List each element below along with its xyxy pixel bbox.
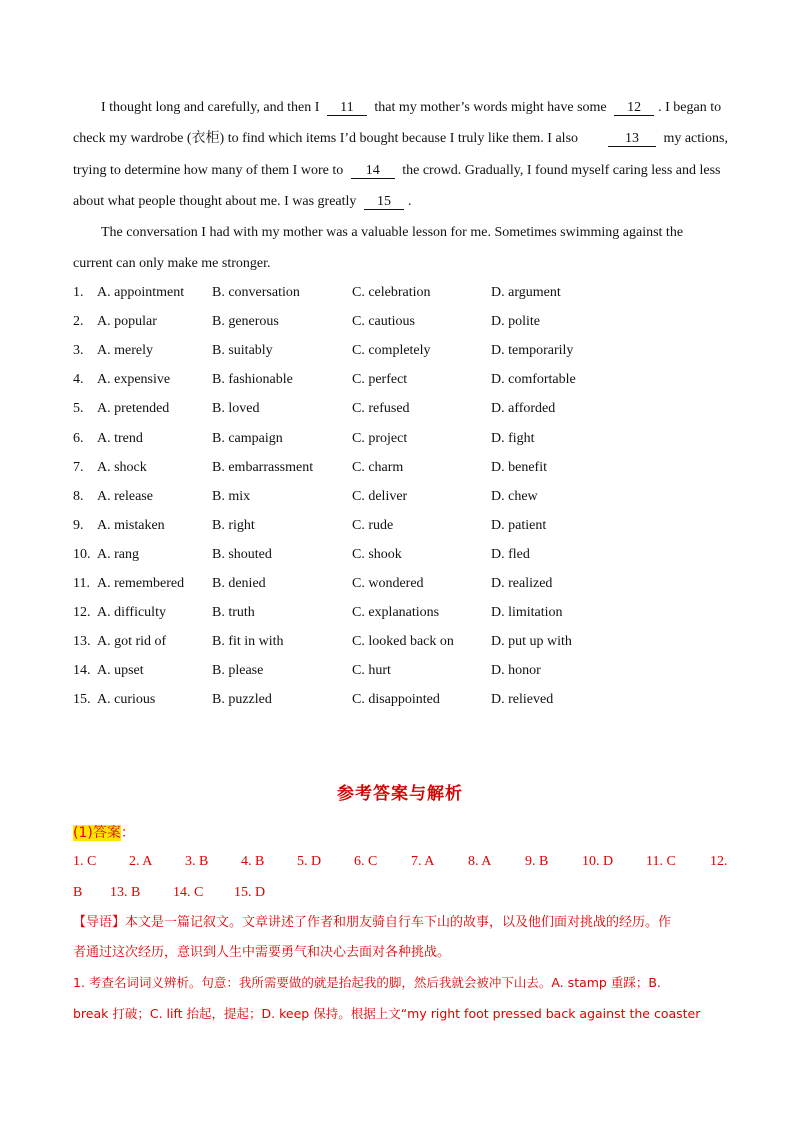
option-b[interactable]: B. embarrassment <box>212 460 314 475</box>
answer-item: 3. B <box>185 854 209 869</box>
option-a[interactable]: A. appointment <box>97 285 185 300</box>
option-c[interactable]: C. perfect <box>352 372 408 387</box>
option-d[interactable]: D. relieved <box>491 692 554 707</box>
option-a[interactable]: A. curious <box>97 692 156 707</box>
blank-11[interactable]: 11 <box>327 100 367 116</box>
option-d[interactable]: D. realized <box>491 576 553 591</box>
option-row: 4. A. expensive B. fashionable C. perfect D. comfortable <box>73 370 753 390</box>
option-a[interactable]: A. pretended <box>97 401 170 416</box>
option-d[interactable]: D. fled <box>491 547 530 562</box>
option-a[interactable]: A. remembered <box>97 576 185 591</box>
option-d[interactable]: D. honor <box>491 663 541 678</box>
answer-item: 5. D <box>297 854 322 869</box>
option-c[interactable]: C. charm <box>352 460 404 475</box>
option-b[interactable]: B. denied <box>212 576 266 591</box>
option-b[interactable]: B. campaign <box>212 431 283 446</box>
answer-item: 13. B <box>110 885 141 900</box>
option-d[interactable]: D. limitation <box>491 605 563 620</box>
option-row: 6. A. trend B. campaign C. project D. fight <box>73 429 753 449</box>
option-c[interactable]: C. deliver <box>352 489 408 504</box>
option-d[interactable]: D. afforded <box>491 401 556 416</box>
option-row: 14. A. upset B. please C. hurt D. honor <box>73 661 753 681</box>
option-row: 13. A. got rid of B. fit in with C. looked back on D. put up with <box>73 632 753 652</box>
answer-label-highlight: (1)答案 <box>73 825 121 841</box>
option-d[interactable]: D. fight <box>491 431 535 446</box>
option-c[interactable]: C. rude <box>352 518 394 533</box>
option-a[interactable]: A. shock <box>97 460 147 475</box>
blank-13[interactable]: 13 <box>608 131 656 147</box>
answer-item: 11. C <box>646 854 676 869</box>
answer-item: B <box>73 885 83 900</box>
option-d[interactable]: D. polite <box>491 314 540 329</box>
answer-label: (1)答案： <box>73 825 135 841</box>
explanation-line-2: break 打破；C. lift 抬起，提起；D. keep 保持。根据上文“my right foot pressed back against the coaster <box>73 1006 701 1021</box>
option-b[interactable]: B. suitably <box>212 343 273 358</box>
option-d[interactable]: D. patient <box>491 518 547 533</box>
option-b[interactable]: B. mix <box>212 489 251 504</box>
option-row: 15. A. curious B. puzzled C. disappointed D. relieved <box>73 690 753 710</box>
option-row: 9. A. mistaken B. right C. rude D. patient <box>73 516 753 536</box>
option-row: 12. A. difficulty B. truth C. explanations D. limitation <box>73 603 753 623</box>
option-a[interactable]: A. release <box>97 489 153 504</box>
answer-item: 10. D <box>582 854 614 869</box>
option-d[interactable]: D. chew <box>491 489 538 504</box>
answer-item: 14. C <box>173 885 204 900</box>
guide-text-line-2: 者通过这次经历，意识到人生中需要勇气和决心去面对各种挑战。 <box>73 945 451 960</box>
blank-12[interactable]: 12 <box>614 100 654 116</box>
option-row: 2. A. popular B. generous C. cautious D. polite <box>73 312 753 332</box>
option-b[interactable]: B. right <box>212 518 255 533</box>
option-a[interactable]: A. upset <box>97 663 144 678</box>
passage-line: I thought long and carefully, and then I 11 that my mother’s words might have some 12 . I began to <box>101 100 722 115</box>
option-b[interactable]: B. truth <box>212 605 255 620</box>
option-a[interactable]: A. merely <box>97 343 153 358</box>
passage-line: trying to determine how many of them I wore to 14 the crowd. Gradually, I found myself caring less and less <box>73 163 721 178</box>
option-b[interactable]: B. please <box>212 663 264 678</box>
option-b[interactable]: B. generous <box>212 314 279 329</box>
answer-item: 4. B <box>241 854 265 869</box>
option-a[interactable]: A. got rid of <box>97 634 167 649</box>
option-b[interactable]: B. fashionable <box>212 372 293 387</box>
answer-item: 1. C <box>73 854 97 869</box>
option-c[interactable]: C. hurt <box>352 663 391 678</box>
passage-line: check my wardrobe (衣柜) to find which items I’d bought because I truly like them. I also 13 my actions, <box>73 131 728 146</box>
option-a[interactable]: A. trend <box>97 431 143 446</box>
option-row: 10. A. rang B. shouted C. shook D. fled <box>73 545 753 565</box>
option-b[interactable]: B. puzzled <box>212 692 272 707</box>
answer-item: 7. A <box>411 854 435 869</box>
answer-item: 2. A <box>129 854 153 869</box>
guide-text-line-1: 【导语】本文是一篇记叙文。文章讲述了作者和朋友骑自行车下山的故事，以及他们面对挑战的经历。作 <box>73 915 672 930</box>
answer-item: 8. A <box>468 854 492 869</box>
answer-key-row-1 <box>73 852 728 872</box>
option-row: 7. A. shock B. embarrassment C. charm D. benefit <box>73 458 753 478</box>
option-c[interactable]: C. cautious <box>352 314 415 329</box>
option-b[interactable]: B. loved <box>212 401 260 416</box>
blank-14[interactable]: 14 <box>351 163 395 179</box>
option-row: 1. A. appointment B. conversation C. celebration D. argument <box>73 283 753 303</box>
answer-item: 6. C <box>354 854 378 869</box>
answers-section-title: 参考答案与解析 <box>337 784 463 804</box>
option-d[interactable]: D. comfortable <box>491 372 576 387</box>
passage-line: about what people thought about me. I was greatly 15 . <box>73 194 412 209</box>
option-c[interactable]: C. looked back on <box>352 634 454 649</box>
option-c[interactable]: C. wondered <box>352 576 424 591</box>
option-row: 8. A. release B. mix C. deliver D. chew <box>73 487 753 507</box>
option-d[interactable]: D. put up with <box>491 634 572 649</box>
answer-item: 9. B <box>525 854 549 869</box>
explanation-line-1: 1. 考查名词词义辨析。句意：我所需要做的就是抬起我的脚，然后我就会被冲下山去。A. stamp 重踩；B. <box>73 975 661 990</box>
option-c[interactable]: C. project <box>352 431 408 446</box>
answer-key-row-2 <box>73 883 728 903</box>
option-a[interactable]: A. difficulty <box>97 605 166 620</box>
option-row: 11. A. remembered B. denied C. wondered D. realized <box>73 574 753 594</box>
option-c[interactable]: C. shook <box>352 547 402 562</box>
passage-line: The conversation I had with my mother was a valuable lesson for me. Sometimes swimming against the <box>101 225 684 240</box>
option-c[interactable]: C. disappointed <box>352 692 440 707</box>
option-b[interactable]: B. fit in with <box>212 634 284 649</box>
option-row: 5. A. pretended B. loved C. refused D. afforded <box>73 399 753 419</box>
option-c[interactable]: C. refused <box>352 401 410 416</box>
option-a[interactable]: A. popular <box>97 314 157 329</box>
option-c[interactable]: C. explanations <box>352 605 440 620</box>
option-d[interactable]: D. temporarily <box>491 343 574 358</box>
option-a[interactable]: A. mistaken <box>97 518 165 533</box>
option-b[interactable]: B. shouted <box>212 547 272 562</box>
answer-item: 12. <box>710 854 728 869</box>
option-a[interactable]: A. rang <box>97 547 139 562</box>
option-c[interactable]: C. celebration <box>352 285 431 300</box>
passage-line: current can only make me stronger. <box>73 256 271 271</box>
blank-15[interactable]: 15 <box>364 194 404 210</box>
option-row: 3. A. merely B. suitably C. completely D. temporarily <box>73 341 753 361</box>
option-b[interactable]: B. conversation <box>212 285 300 300</box>
option-d[interactable]: D. benefit <box>491 460 547 475</box>
option-d[interactable]: D. argument <box>491 285 561 300</box>
answer-item: 15. D <box>234 885 266 900</box>
option-a[interactable]: A. expensive <box>97 372 171 387</box>
option-c[interactable]: C. completely <box>352 343 431 358</box>
